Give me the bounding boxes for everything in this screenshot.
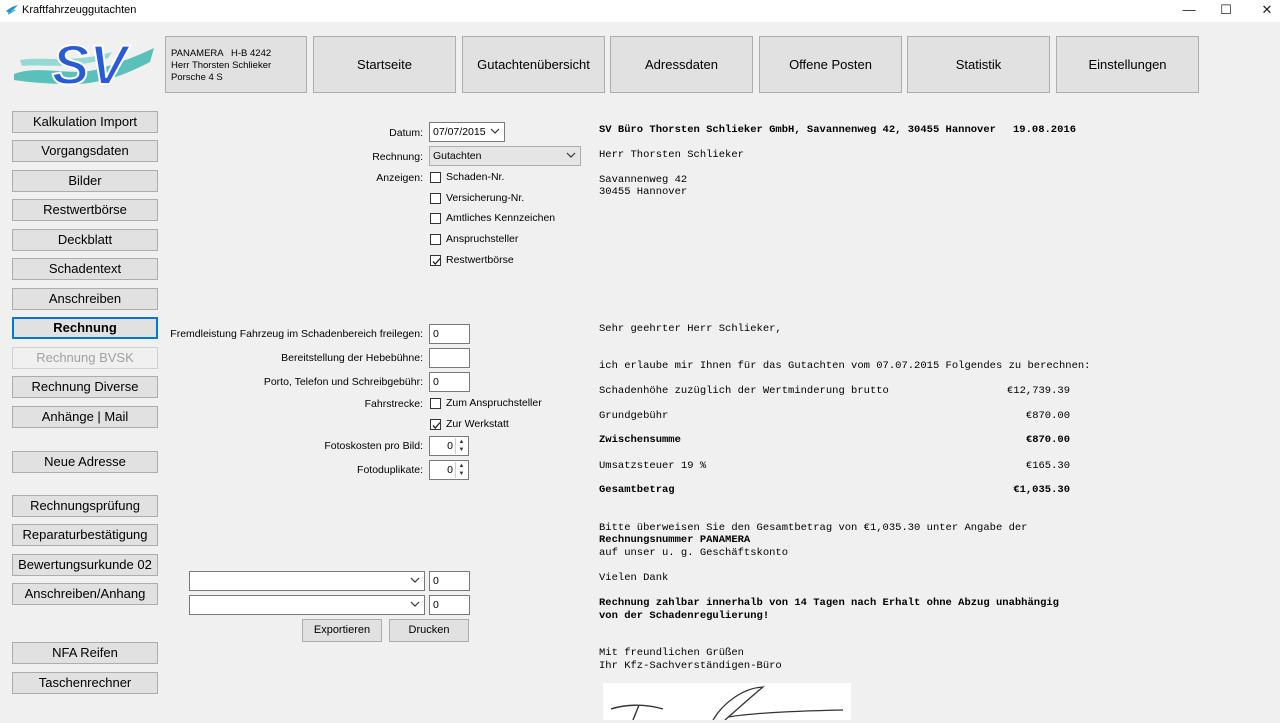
letter-recipient-street: Savannenweg 42 (599, 174, 688, 186)
porto-input[interactable]: 0 (429, 372, 470, 392)
signature-drawing (603, 683, 851, 720)
sidebar-neue-adresse[interactable]: Neue Adresse (12, 451, 158, 473)
export-button[interactable]: Exportieren (302, 619, 382, 642)
sv-logo (12, 34, 156, 92)
sidebar-restwertboerse[interactable]: Restwertbörse (12, 199, 158, 221)
letter-terms-1: Rechnung zahlbar innerhalb von 14 Tagen nach Erhalt ohne Abzug unabhängig (599, 597, 1059, 609)
nav-statistik[interactable]: Statistik (907, 36, 1050, 93)
chevron-down-icon (566, 149, 576, 161)
close-button[interactable]: ✕ (1261, 2, 1273, 17)
checkbox[interactable] (430, 193, 441, 204)
letter-terms-2: von der Schadenregulierung! (599, 610, 770, 622)
sidebar-schadentext[interactable]: Schadentext (12, 258, 158, 280)
letter-recipient-city: 30455 Hannover (599, 186, 688, 198)
anzeigen-label: Anzeigen: (376, 172, 423, 184)
chevron-down-icon (410, 574, 420, 586)
sidebar-reparaturbestaetigung[interactable]: Reparaturbestätigung (12, 524, 158, 546)
letter-closing-1: Mit freundlichen Grüßen (599, 647, 744, 659)
fotokosten-label: Fotoskosten pro Bild: (324, 440, 423, 452)
checkbox[interactable] (430, 398, 441, 409)
rechnung-select[interactable] (429, 146, 581, 166)
checkbox[interactable] (430, 213, 441, 224)
line-gesamtbetrag-amount: €1,035.30 (1013, 484, 1070, 496)
sidebar-deckblatt[interactable]: Deckblatt (12, 229, 158, 251)
sidebar-taschenrechner[interactable]: Taschenrechner (12, 672, 158, 694)
checkmark-icon (431, 420, 442, 431)
nav-offene-posten[interactable]: Offene Posten (759, 36, 902, 93)
line-grundgebuehr-amount: €870.00 (1025, 410, 1070, 422)
checkbox-checked[interactable] (430, 419, 441, 430)
checkbox-checked[interactable] (430, 255, 441, 266)
stepper-arrows[interactable] (455, 462, 467, 478)
maximize-button[interactable]: ☐ (1220, 2, 1232, 17)
nav-startseite[interactable]: Startseite (313, 36, 456, 93)
arrow-down-icon[interactable]: ▼ (458, 471, 465, 477)
datum-value: 07/07/2015 (433, 126, 486, 138)
line-umsatzsteuer-label: Umsatzsteuer 19 % (599, 460, 707, 472)
sidebar-vorgangsdaten[interactable]: Vorgangsdaten (12, 140, 158, 162)
stepper-arrows[interactable] (455, 438, 467, 454)
arrow-down-icon[interactable]: ▼ (458, 447, 465, 453)
sidebar-rechnung-bvsk: Rechnung BVSK (12, 347, 158, 369)
sidebar-nfa-reifen[interactable]: NFA Reifen (12, 642, 158, 664)
line-grundgebuehr-label: Grundgebühr (599, 410, 669, 422)
letter-intro: ich erlaube mir Ihnen für das Gutachten vom 07.07.2015 Folgendes zu berechnen: (599, 360, 1091, 372)
fotoduplikate-label: Fotoduplikate: (357, 464, 423, 476)
fotoduplikate-stepper[interactable]: 0 ▲ ▼ (429, 460, 469, 480)
sidebar-rechnung[interactable]: Rechnung (12, 317, 158, 339)
letter-payment-2: Rechnungsnummer PANAMERA (599, 534, 751, 546)
fremdleistung-label: Fremdleistung Fahrzeug im Schadenbereich freilegen: (170, 328, 423, 340)
letter-payment-3: auf unser u. g. Geschäftskonto (599, 547, 789, 559)
arrow-up-icon[interactable]: ▲ (458, 463, 465, 469)
vehicle-car: Porsche 4 S (171, 72, 223, 83)
letter-payment-1: Bitte überweisen Sie den Gesamtbetrag von €1,035.30 unter Angabe der (599, 522, 1028, 534)
line-zwischensumme-amount: €870.00 (1025, 434, 1070, 446)
datum-label: Datum: (389, 127, 423, 139)
extra-position-1-select[interactable] (189, 571, 425, 591)
line-zwischensumme-label: Zwischensumme (599, 434, 681, 446)
porto-label: Porto, Telefon und Schreibgebühr: (263, 376, 423, 388)
fremdleistung-input[interactable]: 0 (429, 324, 470, 344)
title-bar (0, 0, 1280, 22)
chevron-down-icon (410, 598, 420, 610)
vehicle-model-plate: PANAMERA H-B 4242 (171, 48, 272, 59)
sidebar-rechnungspruefung[interactable]: Rechnungsprüfung (12, 495, 158, 517)
line-schadenhoehe-amount: €12,739.39 (1006, 385, 1070, 397)
sidebar-bilder[interactable]: Bilder (12, 170, 158, 192)
letter-recipient-name: Herr Thorsten Schlieker (599, 149, 744, 161)
line-schadenhoehe-label: Schadenhöhe zuzüglich der Wertminderung brutto (599, 385, 889, 397)
letter-salutation: Sehr geehrter Herr Schlieker, (599, 323, 782, 335)
rechnung-value: Gutachten (433, 150, 482, 162)
svg-text:SV: SV (52, 34, 127, 92)
window-title: Kraftfahrzeuggutachten (22, 4, 137, 16)
nav-gutachtenuebersicht[interactable]: Gutachtenübersicht (462, 36, 605, 93)
sidebar-anschreiben-anhang[interactable]: Anschreiben/Anhang (12, 583, 158, 605)
extra-position-2-amount[interactable]: 0 (429, 595, 470, 615)
print-button[interactable]: Drucken (389, 619, 469, 642)
fotokosten-stepper[interactable]: 0 ▲ ▼ (429, 436, 469, 456)
nav-einstellungen[interactable]: Einstellungen (1056, 36, 1199, 93)
checkbox[interactable] (430, 234, 441, 245)
sidebar-anhaenge-mail[interactable]: Anhänge | Mail (12, 406, 158, 428)
line-umsatzsteuer-amount: €165.30 (1025, 460, 1070, 472)
letter-date: 19.08.2016 (1013, 124, 1077, 136)
checkbox[interactable] (430, 172, 441, 183)
fahrstrecke-label: Fahrstrecke: (364, 398, 423, 410)
extra-position-2-select[interactable] (189, 595, 425, 615)
signature-image (603, 683, 851, 720)
arrow-up-icon[interactable]: ▲ (458, 439, 465, 445)
line-gesamtbetrag-label: Gesamtbetrag (599, 484, 675, 496)
extra-position-1-amount[interactable]: 0 (429, 571, 470, 591)
letter-sender-line: SV Büro Thorsten Schlieker GmbH, Savannenweg 42, 30455 Hannover (599, 124, 996, 136)
letter-thanks: Vielen Dank (599, 572, 669, 584)
nav-adressdaten[interactable]: Adressdaten (610, 36, 753, 93)
sidebar-rechnung-diverse[interactable]: Rechnung Diverse (12, 376, 158, 398)
sidebar-kalkulation-import[interactable]: Kalkulation Import (12, 111, 158, 133)
app-icon (6, 5, 18, 15)
hebebuehne-input[interactable] (429, 348, 470, 368)
hebebuehne-label: Bereitstellung der Hebebühne: (281, 352, 423, 364)
datum-picker[interactable] (429, 122, 505, 142)
checkmark-icon (431, 256, 442, 267)
chevron-down-icon (490, 125, 500, 137)
sidebar-anschreiben[interactable]: Anschreiben (12, 288, 158, 310)
sidebar-bewertungsurkunde-02[interactable]: Bewertungsurkunde 02 (12, 554, 158, 576)
vehicle-owner: Herr Thorsten Schlieker (171, 60, 272, 71)
minimize-button[interactable]: — (1182, 2, 1196, 17)
letter-closing-2: Ihr Kfz-Sachverständigen-Büro (599, 660, 782, 672)
vehicle-info-box (165, 36, 307, 93)
rechnung-label: Rechnung: (372, 151, 423, 163)
